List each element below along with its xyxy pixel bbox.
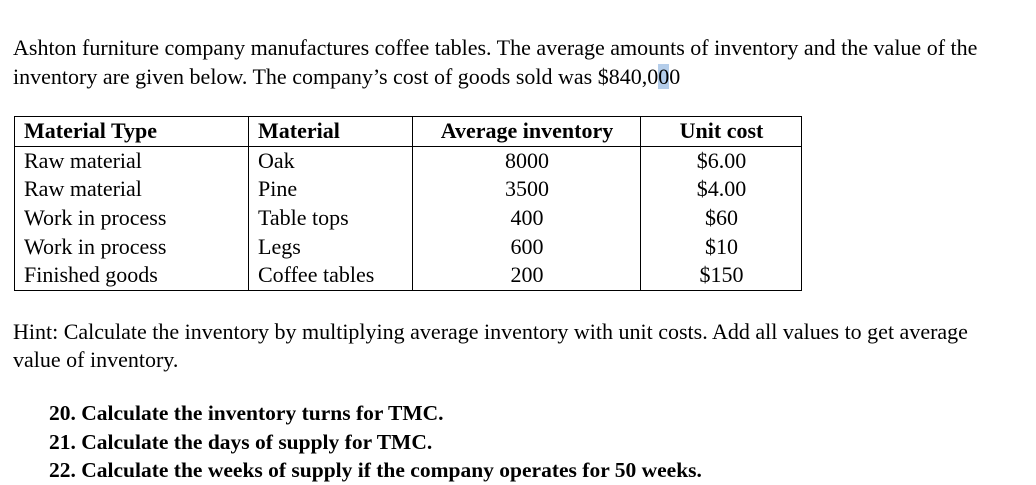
- cell-material-type: Work in process: [15, 204, 249, 233]
- table-row: [15, 232, 802, 261]
- cell-material: Pine: [249, 175, 413, 204]
- table-header-row: [15, 117, 802, 147]
- inventory-table: [14, 116, 802, 291]
- cell-unit-cost: $4.00: [641, 175, 802, 204]
- cell-material: Legs: [249, 232, 413, 261]
- question-item: 20. Calculate the inventory turns for TMC.: [49, 401, 444, 425]
- table-row: [15, 204, 802, 233]
- question-item: 21. Calculate the days of supply for TMC.: [49, 429, 433, 454]
- table-row: [15, 146, 802, 175]
- question-list: [49, 399, 702, 485]
- cell-material-type: Raw material: [15, 175, 249, 204]
- cell-average-inventory: 200: [413, 261, 641, 290]
- table-row: [15, 261, 802, 290]
- header-average-inventory: Average inventory: [413, 117, 641, 147]
- cell-material: Oak: [249, 146, 413, 175]
- cell-average-inventory: 600: [413, 232, 641, 261]
- cell-material-type: Work in process: [15, 232, 249, 261]
- cell-average-inventory: 400: [413, 204, 641, 233]
- cell-material: Table tops: [249, 204, 413, 233]
- intro-text-end: 0: [669, 64, 681, 89]
- cell-average-inventory: 3500: [413, 175, 641, 204]
- header-unit-cost: Unit cost: [641, 117, 802, 147]
- table-row: [15, 175, 802, 204]
- intro-text: Ashton furniture company manufactures coffee tables. The average amounts of inventory and the value of the inventory are given below. The company’s cost of goods sold was $840,0: [13, 35, 978, 89]
- intro-paragraph: [13, 33, 1013, 91]
- cell-material-type: Raw material: [15, 146, 249, 175]
- cell-unit-cost: $6.00: [641, 146, 802, 175]
- cell-unit-cost: $10: [641, 232, 802, 261]
- cell-average-inventory: 8000: [413, 146, 641, 175]
- text-selection-highlight: 0: [658, 64, 670, 89]
- cell-unit-cost: $150: [641, 261, 802, 290]
- header-material: Material: [249, 117, 413, 147]
- header-material-type: Material Type: [15, 117, 249, 147]
- hint-paragraph: Hint: Calculate the inventory by multiplying average inventory with unit costs. Add all values to get average value of inventory.: [13, 319, 968, 372]
- cell-material-type: Finished goods: [15, 261, 249, 290]
- cell-unit-cost: $60: [641, 204, 802, 233]
- cell-material: Coffee tables: [249, 261, 413, 290]
- question-item: 22. Calculate the weeks of supply if the company operates for 50 weeks.: [49, 458, 702, 482]
